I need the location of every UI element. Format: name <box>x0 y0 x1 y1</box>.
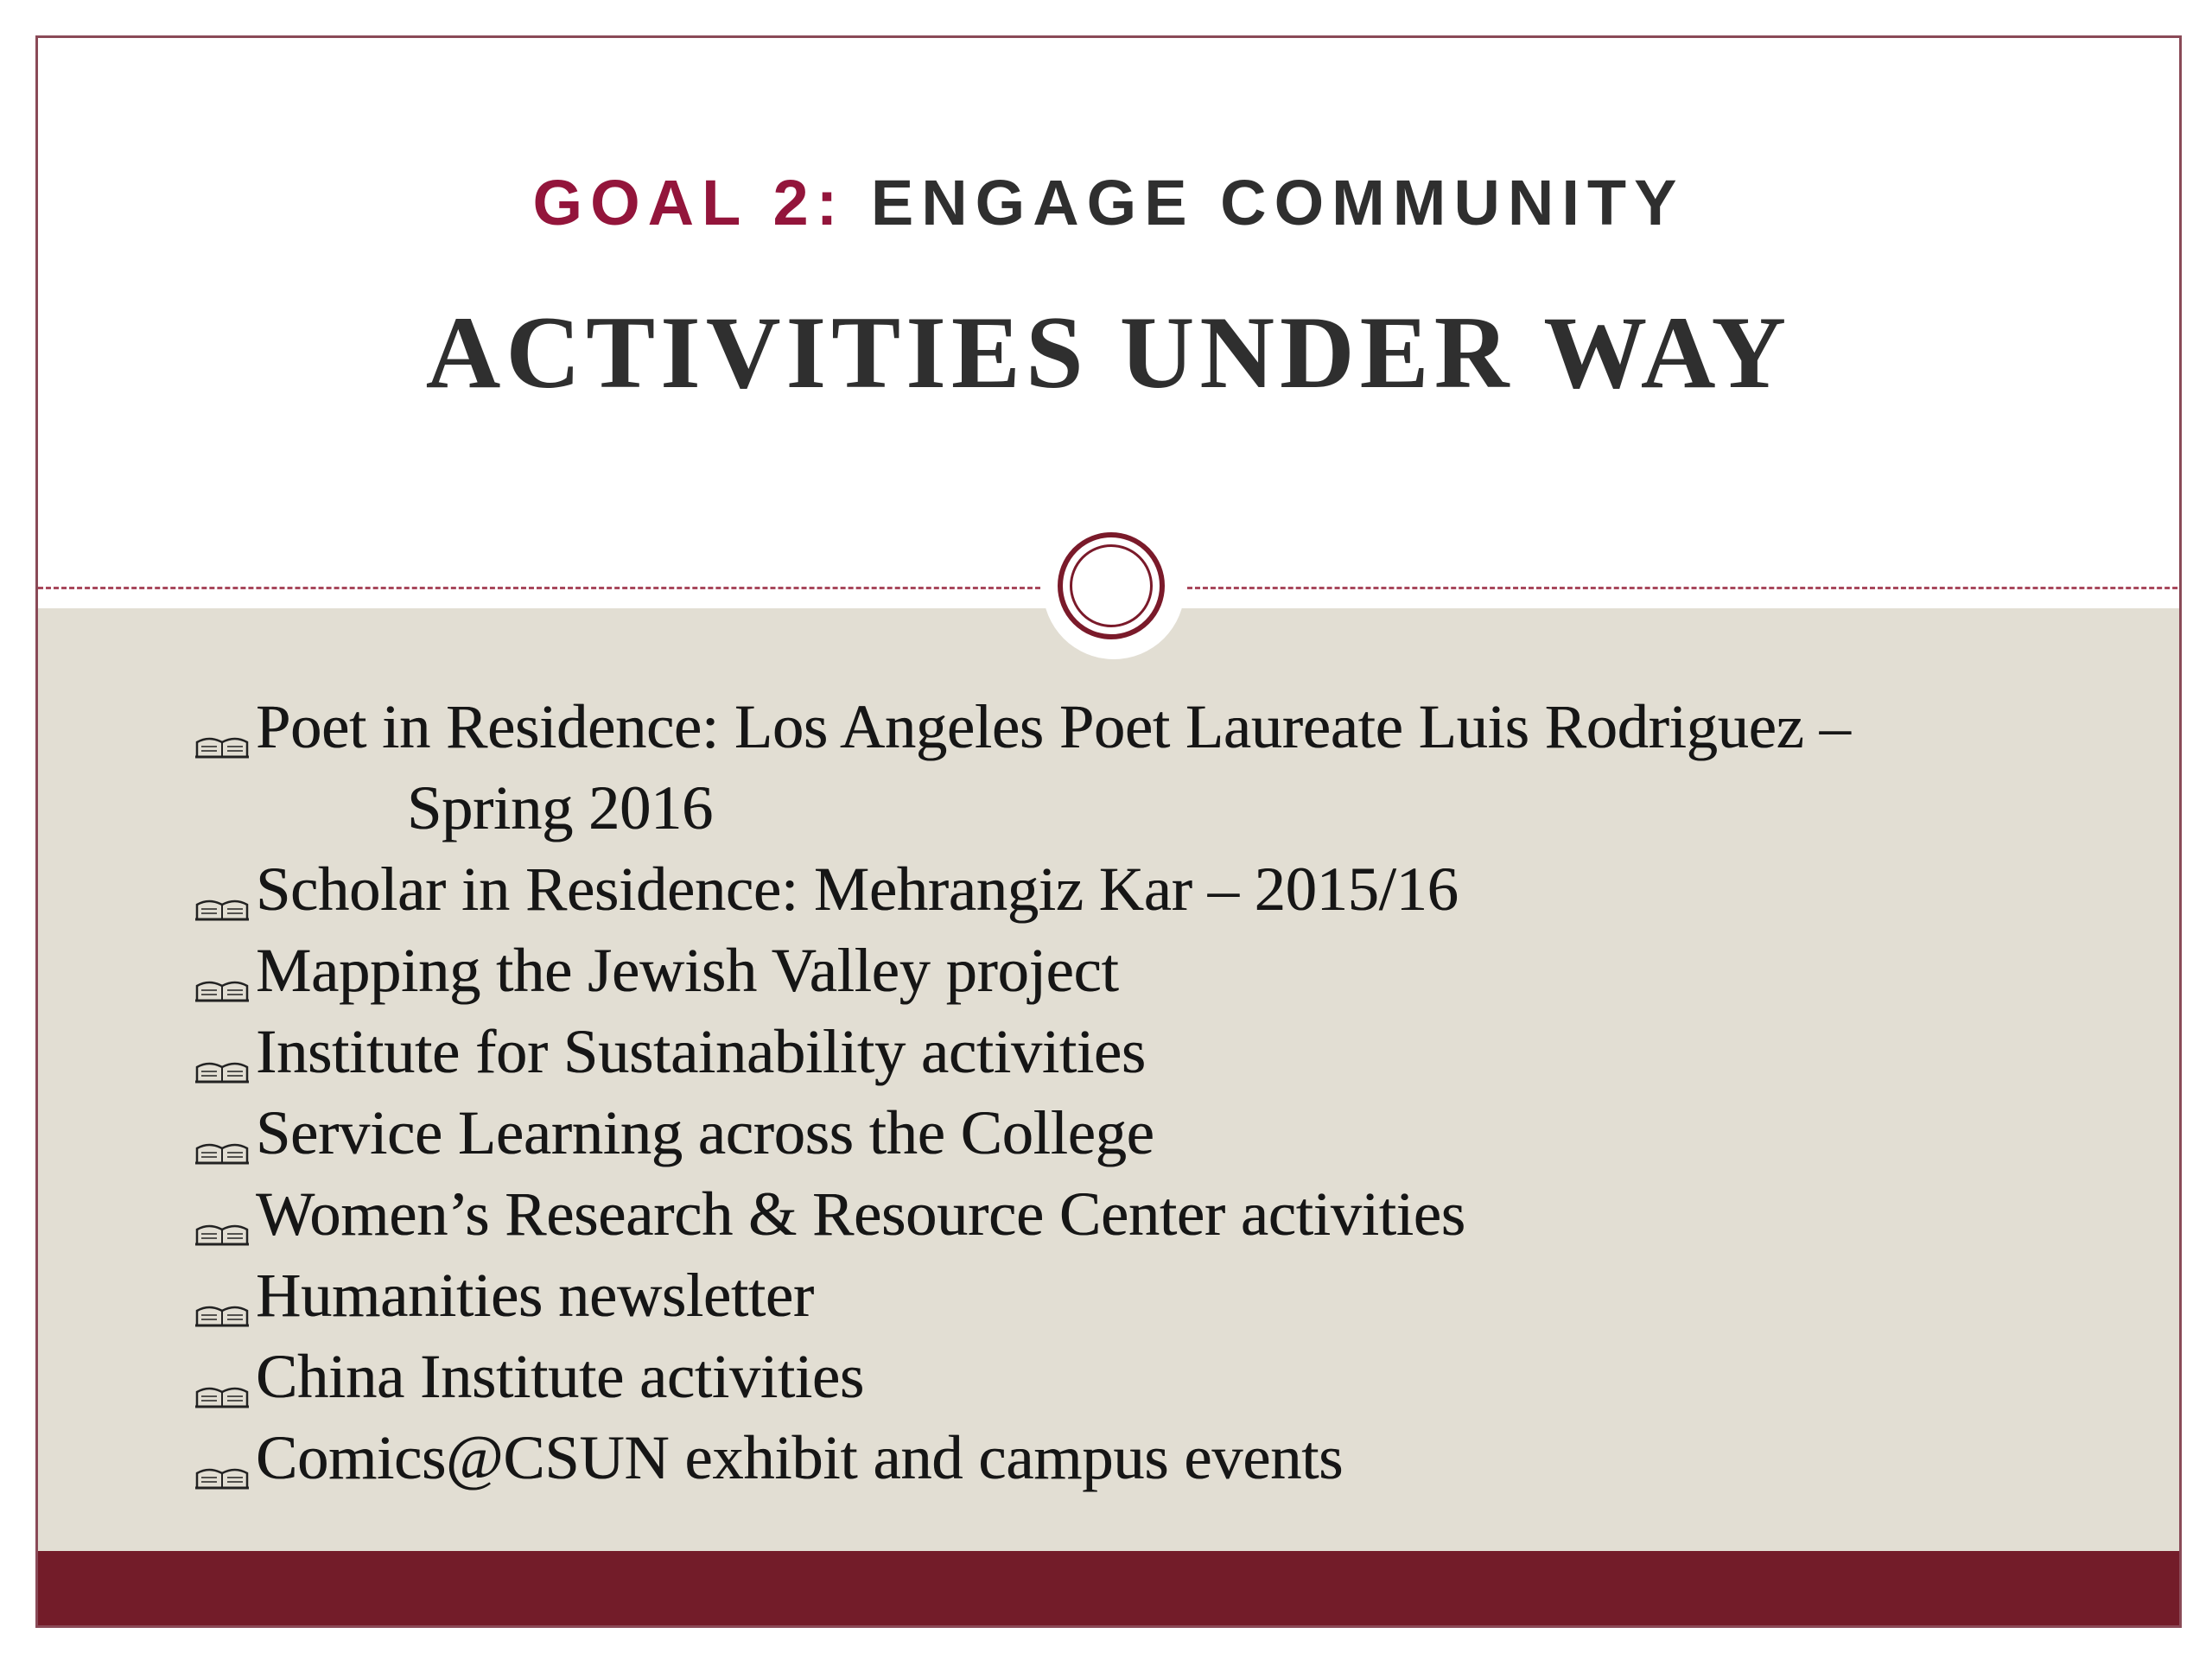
bullet-text: Humanities newsletter <box>256 1261 814 1330</box>
slide-subtitle: ACTIVITIES UNDER WAY <box>425 295 1792 410</box>
bullet-text: Poet in Residence: Los Angeles Poet Laureate Luis Rodriguez – <box>256 692 1851 761</box>
footer-bar <box>38 1551 2179 1628</box>
bullet-item-4 <box>38 1011 2179 1092</box>
bullet-item-3 <box>38 930 2179 1011</box>
goal-label: GOAL 2: <box>532 167 846 238</box>
open-book-icon <box>194 1218 251 1248</box>
bullet-text: Scholar in Residence: Mehrangiz Kar – 2015/16 <box>256 855 1459 924</box>
bullet-item-9 <box>38 1417 2179 1498</box>
open-book-icon <box>194 731 251 760</box>
bullet-item-7 <box>38 1255 2179 1336</box>
open-book-icon <box>194 893 251 923</box>
open-book-icon <box>194 1300 251 1329</box>
bullet-text: China Institute activities <box>256 1342 864 1411</box>
bullet-text: Service Learning across the College <box>256 1098 1154 1167</box>
bullet-item-2 <box>38 849 2179 930</box>
bullet-text: Institute for Sustainability activities <box>256 1017 1146 1086</box>
bullet-item-8 <box>38 1336 2179 1417</box>
divider-line-left <box>38 587 1040 589</box>
bullet-text: Women’s Research & Resource Center activities <box>256 1179 1465 1249</box>
slide-title <box>38 166 2179 239</box>
divider-circle-ornament <box>1043 518 1185 659</box>
open-book-icon <box>194 1462 251 1491</box>
divider-line-right <box>1187 587 2182 589</box>
content-area <box>38 608 2179 1551</box>
bullet-text: Comics@CSUN exhibit and campus events <box>256 1423 1344 1492</box>
bullet-continuation: Spring 2016 <box>407 773 714 842</box>
open-book-icon <box>194 1056 251 1085</box>
bullet-item-5 <box>38 1092 2179 1173</box>
bullet-list <box>38 686 2179 1498</box>
open-book-icon <box>194 1137 251 1166</box>
slide <box>35 35 2182 1628</box>
bullet-item-1 <box>38 686 2179 849</box>
bullet-item-6 <box>38 1173 2179 1255</box>
bullet-text: Mapping the Jewish Valley project <box>256 936 1119 1005</box>
open-book-icon <box>194 975 251 1004</box>
open-book-icon <box>194 1381 251 1410</box>
goal-title: ENGAGE COMMUNITY <box>845 167 1685 238</box>
